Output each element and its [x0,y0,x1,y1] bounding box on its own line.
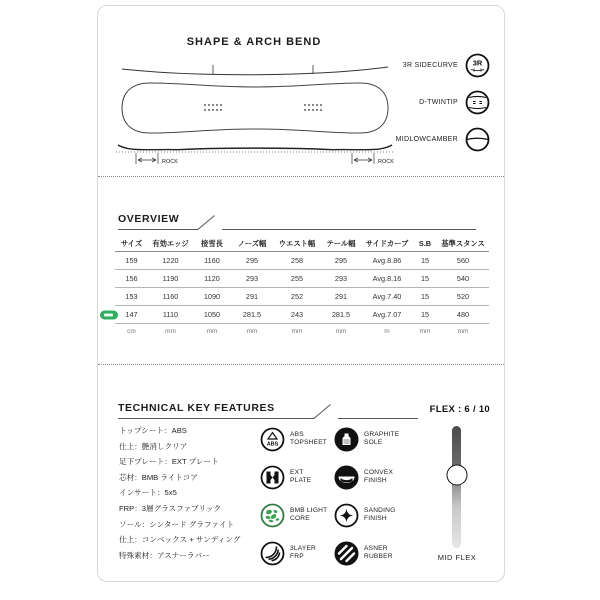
d-twintip-icon [465,90,490,115]
feature-3r-sidecurve [380,52,490,78]
table-cell: サイドカーブ [365,238,409,248]
table-cell: 基準スタンス [441,238,485,248]
section-divider [98,176,504,177]
table-cell: 159 [125,256,138,265]
3layer-frp-icon [260,541,285,566]
table-cell: テール幅 [326,238,356,248]
tech-3layer-frp: 3LAYER FRP [260,541,334,566]
snowboard-diagram [116,60,394,172]
tech-abs-topsheet: ABS ABS TOPSHEET [260,427,334,452]
tech-graphite-sole: GRAPHITE SOLE [334,427,408,452]
header-slash [198,215,216,230]
spec-list [119,423,269,563]
table-cell: mm [165,327,176,335]
feature-midlowcamber [380,126,490,152]
table-cell: 147 [125,310,138,319]
table-cell: 153 [125,292,138,301]
table-cell: Avg.7.07 [372,310,402,319]
table-cell: 560 [456,256,470,265]
table-cell: Avg.8.16 [372,274,402,283]
flex-gauge-track [452,426,461,548]
feature-d-twintip [380,89,490,115]
tech-bmb-light-core: BMB LIGHT CORE [260,503,334,528]
table-cell: 291 [334,292,348,301]
tech-asner-rubber: ASNER RUBBER [334,541,408,566]
header-rule [118,418,314,419]
table-cell: ウエスト幅 [278,238,316,248]
spec-item: FRP：3層グラスファブリック [119,503,221,513]
ext-plate-icon [260,465,285,490]
table-cell: 258 [290,256,304,265]
svg-text:ABS: ABS [266,441,279,447]
table-cell: 480 [456,310,470,319]
table-cell: mm [291,327,303,335]
feature-label: MIDLOWCAMBER [395,135,458,143]
selected-size-badge [100,310,118,319]
table-cell: 1190 [162,274,179,283]
table-cell: ノーズ幅 [237,238,267,248]
table-cell: 1160 [204,256,220,265]
table-units-row [115,324,489,338]
table-cell: 520 [456,292,470,301]
table-cell: 295 [334,256,348,265]
table-cell: mm [419,327,431,335]
table-cell: 15 [420,274,430,283]
table-header-row [115,236,489,252]
spec-item: インサート：5x5 [119,488,177,498]
table-row [115,306,489,324]
sanding-finish-icon [334,503,359,528]
overview-table [115,236,489,338]
table-cell: 293 [245,274,259,283]
table-cell: S.B [418,239,432,248]
feature-label: D-TWINTIP [419,98,458,106]
midlowcamber-icon [465,127,490,152]
spec-sheet-card [97,5,505,582]
asner-rubber-icon [334,541,359,566]
rock-label-left: ROCK [162,159,178,165]
table-cell: 1220 [162,256,179,265]
svg-text:3R: 3R [472,58,483,67]
header-rule [338,418,418,419]
spec-item: 仕上：コンベックス + サンディング [119,535,241,545]
spec-item: 足下プレート：EXT プレート [119,457,219,467]
section-divider [98,364,504,365]
rock-label-right: ROCK [378,159,394,165]
table-cell: mm [206,327,218,335]
table-cell: m [384,327,390,335]
spec-item: 特殊素材：アスナーラバー [119,550,210,560]
table-cell: 291 [245,292,259,301]
table-row [115,270,489,288]
table-cell: 255 [290,274,304,283]
insert-dots [204,104,322,111]
table-row [115,252,489,270]
technical-section-title: TECHNICAL KEY FEATURES [118,402,275,414]
table-cell: 15 [420,292,430,301]
table-cell: 293 [334,274,348,283]
table-cell: 15 [420,256,430,265]
overview-section-title: OVERVIEW [118,213,180,225]
table-cell: 1050 [203,310,221,319]
tech-convex-finish: CONVEX FINISH [334,465,408,490]
table-cell: 281.5 [242,310,262,319]
mid-flex-label: MID FLEX [437,553,477,562]
table-cell: 540 [456,274,470,283]
feature-label: 3R SIDECURVE [402,61,458,69]
board-outline [122,83,388,133]
tech-ext-plate: EXT PLATE [260,465,334,490]
table-cell: mm [246,327,258,335]
table-cell: 15 [420,310,430,319]
table-cell: 252 [290,292,304,301]
abs-topsheet-icon [260,427,285,452]
table-cell: 1090 [203,292,221,301]
table-row [115,288,489,306]
table-cell: 1120 [204,274,220,283]
flex-gauge-knob [446,464,467,485]
table-cell: サイズ [120,238,143,248]
spec-item: 仕上：艶消しクリア [119,441,188,451]
table-cell: 243 [290,310,304,319]
header-rule [118,229,198,230]
camber-profile [118,145,392,150]
table-cell: cm [127,327,136,335]
table-cell: 295 [245,256,259,265]
table-cell: mm [335,327,347,335]
table-cell: Avg.8.86 [372,256,402,265]
header-rule [222,229,476,230]
table-cell: 有効エッジ [152,238,189,248]
table-cell: Avg.7.40 [372,292,402,301]
flex-rating-label: FLEX : 6 / 10 [429,404,490,415]
convex-finish-icon [334,465,359,490]
spec-item: トップシート：ABS [119,426,187,435]
shape-feature-list [380,52,490,163]
table-cell: mm [457,327,469,335]
spec-item: ソール：シンタード グラファイト [119,519,235,529]
tech-sanding-finish: SANDING FINISH [334,503,408,528]
header-slash [314,404,332,419]
table-cell: 1110 [162,310,179,319]
technical-icon-grid [260,420,408,572]
graphite-sole-icon [334,427,359,452]
table-cell: 接雪長 [201,238,223,248]
table-cell: 281.5 [331,310,351,319]
shape-section-title: SHAPE & ARCH BEND [186,36,322,48]
spec-item: 芯材：BMB ライトコア [119,472,198,482]
3r-sidecurve-icon [465,53,490,78]
table-cell: 156 [125,274,138,283]
table-cell: 1160 [162,292,179,301]
bmb-light-core-icon [260,503,285,528]
